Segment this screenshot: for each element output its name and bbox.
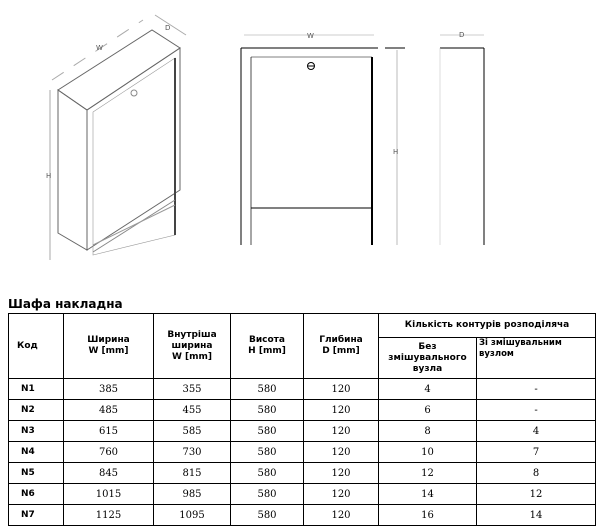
cell-code: N6 — [9, 484, 64, 505]
cell-width: 845 — [64, 463, 154, 484]
cell-without-mixer: 14 — [379, 484, 477, 505]
front-view — [241, 32, 405, 245]
table-row — [9, 400, 596, 421]
cell-code: N5 — [9, 463, 64, 484]
cell-height: 580 — [231, 379, 304, 400]
dimension-w-label: W — [96, 44, 103, 52]
cell-height: 580 — [231, 484, 304, 505]
cell-width: 1125 — [64, 505, 154, 526]
cell-inner-width: 730 — [154, 442, 231, 463]
cell-depth: 120 — [304, 379, 379, 400]
cell-code: N4 — [9, 442, 64, 463]
cell-with-mixer: - — [477, 379, 596, 400]
cell-with-mixer: 8 — [477, 463, 596, 484]
cell-with-mixer: 4 — [477, 421, 596, 442]
cell-with-mixer: 12 — [477, 484, 596, 505]
cell-without-mixer: 4 — [379, 379, 477, 400]
dimension-d-label: D — [165, 24, 171, 32]
side-view — [440, 31, 484, 245]
cell-height: 580 — [231, 400, 304, 421]
table-row — [9, 421, 596, 442]
cell-with-mixer: - — [477, 400, 596, 421]
header-width: Ширина W [mm] — [64, 314, 154, 379]
table-row — [9, 442, 596, 463]
cell-without-mixer: 8 — [379, 421, 477, 442]
cell-depth: 120 — [304, 442, 379, 463]
cell-without-mixer: 6 — [379, 400, 477, 421]
cell-width: 1015 — [64, 484, 154, 505]
header-height: Висота H [mm] — [231, 314, 304, 379]
cell-inner-width: 455 — [154, 400, 231, 421]
cell-without-mixer: 16 — [379, 505, 477, 526]
table-row — [9, 379, 596, 400]
table-row — [9, 484, 596, 505]
front-h-label: H — [393, 148, 399, 156]
cell-without-mixer: 12 — [379, 463, 477, 484]
cell-height: 580 — [231, 505, 304, 526]
cell-inner-width: 1095 — [154, 505, 231, 526]
cell-depth: 120 — [304, 421, 379, 442]
cell-height: 580 — [231, 421, 304, 442]
cell-code: N2 — [9, 400, 64, 421]
header-with-mixer: Зі змішувальним вузлом — [477, 338, 596, 379]
cell-depth: 120 — [304, 484, 379, 505]
cell-depth: 120 — [304, 463, 379, 484]
cell-code: N1 — [9, 379, 64, 400]
header-circuits: Кількість контурів розподіляча — [379, 314, 596, 338]
cell-depth: 120 — [304, 505, 379, 526]
cabinet-spec-table — [8, 313, 596, 526]
front-w-label: W — [307, 32, 314, 40]
table-title: Шафа накладна — [8, 297, 123, 311]
cabinet-drawing — [0, 0, 600, 260]
cell-code: N3 — [9, 421, 64, 442]
cell-without-mixer: 10 — [379, 442, 477, 463]
cell-inner-width: 355 — [154, 379, 231, 400]
cell-width: 760 — [64, 442, 154, 463]
cell-width: 615 — [64, 421, 154, 442]
dimension-h-label: H — [46, 172, 52, 180]
header-code: Код — [9, 314, 64, 379]
cell-inner-width: 585 — [154, 421, 231, 442]
cell-with-mixer: 7 — [477, 442, 596, 463]
cell-height: 580 — [231, 463, 304, 484]
cell-inner-width: 985 — [154, 484, 231, 505]
isometric-view — [46, 15, 186, 260]
cell-with-mixer: 14 — [477, 505, 596, 526]
cell-code: N7 — [9, 505, 64, 526]
table-row — [9, 505, 596, 526]
header-inner-width: Внутріша ширина W [mm] — [154, 314, 231, 379]
cell-height: 580 — [231, 442, 304, 463]
header-without-mixer: Без змішувального вузла — [379, 338, 477, 379]
side-d-label: D — [459, 31, 465, 39]
cell-inner-width: 815 — [154, 463, 231, 484]
cell-depth: 120 — [304, 400, 379, 421]
cell-width: 385 — [64, 379, 154, 400]
table-row — [9, 463, 596, 484]
cell-width: 485 — [64, 400, 154, 421]
header-depth: Глибина D [mm] — [304, 314, 379, 379]
